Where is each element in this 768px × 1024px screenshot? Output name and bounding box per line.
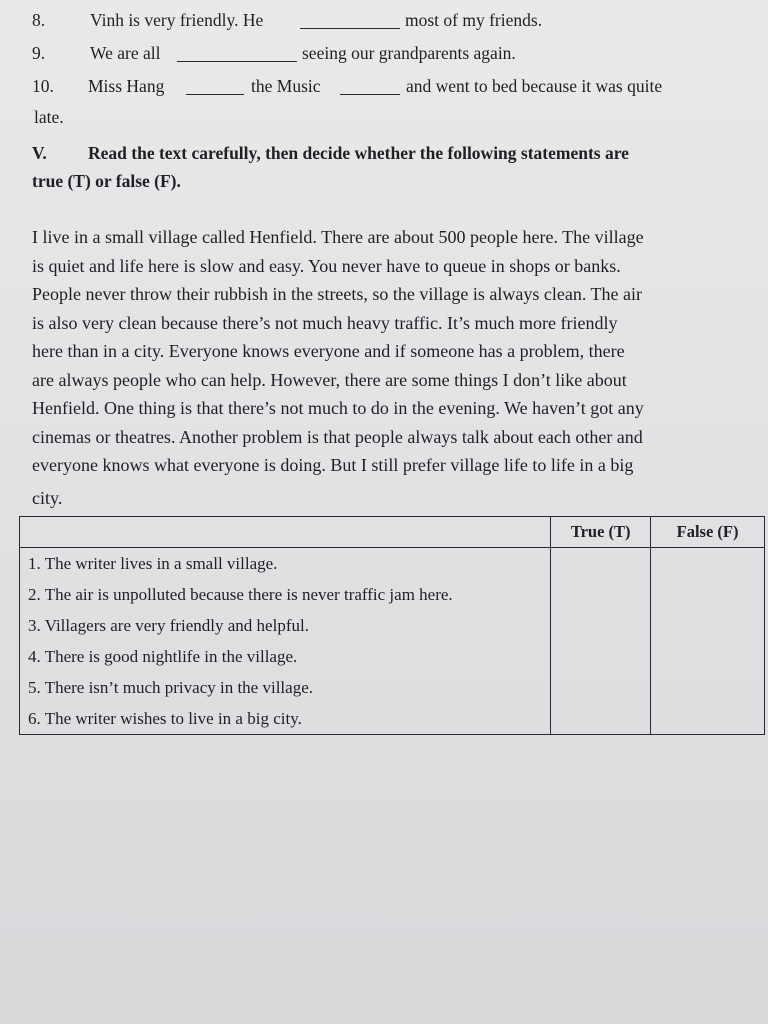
- answer-blank[interactable]: [186, 80, 244, 95]
- question-10-continued: late.: [34, 107, 64, 127]
- section-instruction-continued: true (T) or false (F).: [32, 171, 181, 191]
- section-instruction: Read the text carefully, then decide whether the following statements are: [88, 143, 629, 163]
- table-row: [20, 703, 765, 735]
- false-answer-cell[interactable]: [651, 641, 765, 672]
- passage-line: Henfield. One thing is that there’s not much to do in the evening. We haven’t got any: [32, 398, 644, 418]
- false-answer-cell[interactable]: [651, 610, 765, 641]
- question-text: Vinh is very friendly. He: [90, 10, 264, 30]
- table-row: [20, 672, 765, 703]
- question-text: and went to bed because it was quite: [406, 76, 663, 96]
- false-answer-cell[interactable]: [651, 703, 765, 735]
- false-answer-cell[interactable]: [651, 579, 765, 610]
- statement-cell: 6. The writer wishes to live in a big city.: [20, 703, 551, 735]
- question-text: the Music: [251, 76, 321, 96]
- true-answer-cell[interactable]: [551, 703, 651, 735]
- question-number: 9.: [32, 43, 46, 63]
- table-row: [20, 579, 765, 610]
- table-row: [20, 610, 765, 641]
- question-number: 10.: [32, 76, 54, 96]
- statement-cell: 1. The writer lives in a small village.: [20, 548, 551, 580]
- true-answer-cell[interactable]: [551, 641, 651, 672]
- question-text: Miss Hang: [88, 76, 165, 96]
- true-answer-cell[interactable]: [551, 610, 651, 641]
- passage-line: cinemas or theatres. Another problem is that people always talk about each other and: [32, 427, 643, 447]
- table-row: [20, 548, 765, 580]
- passage-line: city.: [32, 488, 63, 508]
- answer-blank[interactable]: [300, 14, 400, 29]
- passage-line: is also very clean because there’s not much heavy traffic. It’s much more friendly: [32, 313, 618, 333]
- question-text: We are all: [90, 43, 161, 63]
- passage-line: everyone knows what everyone is doing. But I still prefer village life to life in a big: [32, 455, 634, 475]
- table-header-row: [20, 517, 765, 548]
- statement-cell: 4. There is good nightlife in the village.: [20, 641, 551, 672]
- answer-blank[interactable]: [340, 80, 400, 95]
- false-column-header: False (F): [651, 517, 765, 548]
- true-answer-cell[interactable]: [551, 672, 651, 703]
- passage-line: People never throw their rubbish in the streets, so the village is always clean. The air: [32, 284, 642, 304]
- passage-line: here than in a city. Everyone knows everyone and if someone has a problem, there: [32, 341, 625, 361]
- false-answer-cell[interactable]: [651, 672, 765, 703]
- passage-line: I live in a small village called Henfield. There are about 500 people here. The village: [32, 227, 644, 247]
- true-answer-cell[interactable]: [551, 579, 651, 610]
- statement-cell: 5. There isn’t much privacy in the village.: [20, 672, 551, 703]
- true-answer-cell[interactable]: [551, 548, 651, 580]
- passage-line: is quiet and life here is slow and easy. You never have to queue in shops or banks.: [32, 256, 621, 276]
- table-row: [20, 641, 765, 672]
- passage-line: are always people who can help. However, there are some things I don’t like about: [32, 370, 627, 390]
- statement-cell: 3. Villagers are very friendly and helpful.: [20, 610, 551, 641]
- false-answer-cell[interactable]: [651, 548, 765, 580]
- true-false-table: [19, 516, 765, 735]
- question-text: most of my friends.: [405, 10, 543, 30]
- section-number: V.: [32, 143, 47, 163]
- statement-cell: 2. The air is unpolluted because there is never traffic jam here.: [20, 579, 551, 610]
- question-text: seeing our grandparents again.: [302, 43, 516, 63]
- answer-blank[interactable]: [177, 47, 297, 62]
- statement-header: [20, 517, 551, 548]
- question-number: 8.: [32, 10, 46, 30]
- true-column-header: True (T): [551, 517, 651, 548]
